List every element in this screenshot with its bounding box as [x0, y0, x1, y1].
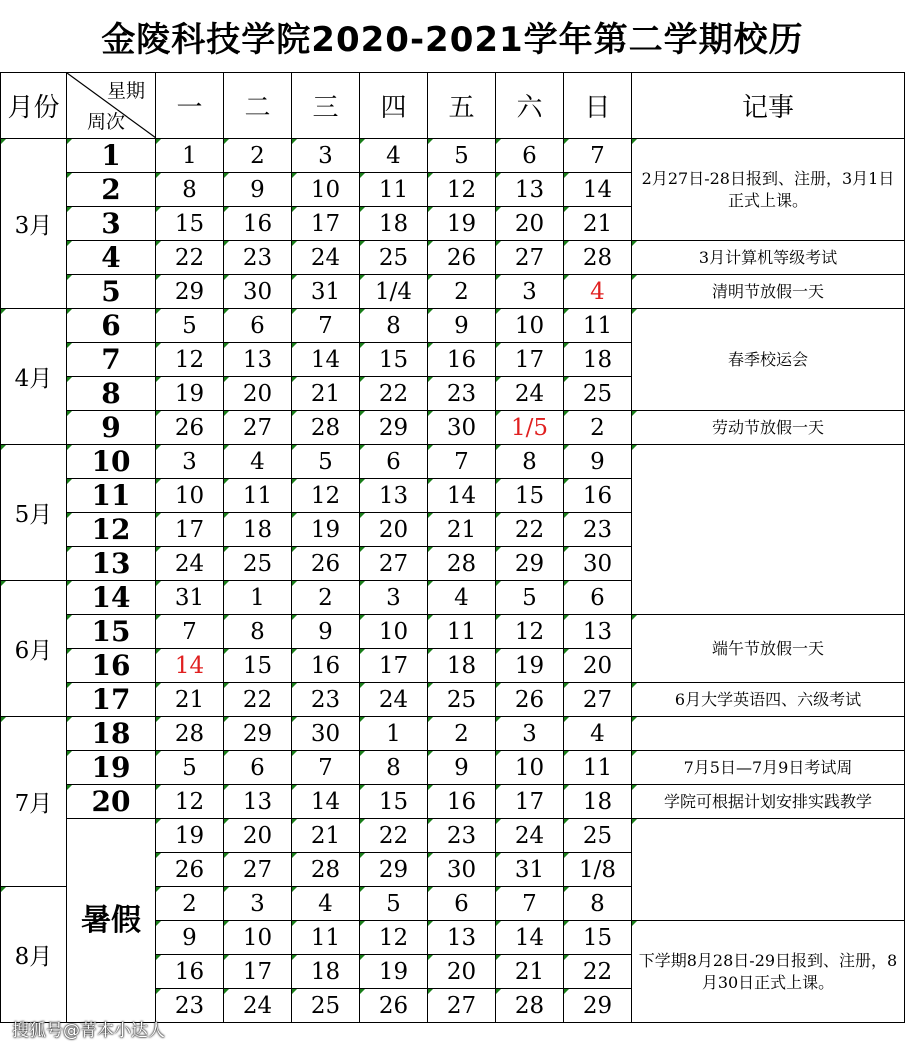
date-cell: 17 [292, 207, 360, 241]
week-number: 1 [67, 139, 156, 173]
week-number: 12 [67, 513, 156, 547]
date-cell: 6 [224, 751, 292, 785]
date-cell: 24 [156, 547, 224, 581]
date-cell: 27 [360, 547, 428, 581]
date-cell: 28 [428, 547, 496, 581]
date-cell: 31 [156, 581, 224, 615]
date-cell: 11 [292, 921, 360, 955]
date-cell: 7 [292, 309, 360, 343]
corner-week-label: 周次 [87, 111, 126, 133]
date-cell: 1 [360, 717, 428, 751]
date-cell: 28 [564, 241, 632, 275]
date-cell: 24 [224, 989, 292, 1023]
date-cell: 3 [496, 275, 564, 309]
week-row [1, 241, 905, 275]
week-row [1, 683, 905, 717]
date-cell: 18 [564, 785, 632, 819]
date-cell: 24 [360, 683, 428, 717]
week-row [1, 819, 905, 853]
date-cell: 15 [360, 343, 428, 377]
date-cell: 13 [564, 615, 632, 649]
week-row [1, 717, 905, 751]
date-cell: 1 [156, 139, 224, 173]
week-row [1, 615, 905, 649]
date-cell: 25 [292, 989, 360, 1023]
header-day: 日 [564, 73, 632, 139]
date-cell: 2 [292, 581, 360, 615]
date-cell: 2 [224, 139, 292, 173]
header-day: 三 [292, 73, 360, 139]
date-cell: 3 [360, 581, 428, 615]
date-cell: 9 [156, 921, 224, 955]
date-cell: 21 [156, 683, 224, 717]
month-cell: 6月 [1, 581, 67, 717]
watermark: 搜狐号@菁本小达人 [12, 1021, 165, 1041]
date-cell: 29 [360, 411, 428, 445]
date-cell: 14 [428, 479, 496, 513]
header-notes: 记事 [632, 73, 905, 139]
summer-vacation-label: 暑假 [67, 819, 156, 1023]
date-cell: 22 [564, 955, 632, 989]
header-day: 六 [496, 73, 564, 139]
date-cell: 29 [564, 989, 632, 1023]
date-cell: 23 [564, 513, 632, 547]
date-cell: 17 [360, 649, 428, 683]
date-cell: 13 [224, 343, 292, 377]
calendar-table [0, 72, 905, 1023]
date-cell: 11 [564, 309, 632, 343]
date-cell: 24 [292, 241, 360, 275]
date-cell: 28 [292, 411, 360, 445]
date-cell: 23 [428, 819, 496, 853]
date-cell: 3 [224, 887, 292, 921]
date-cell: 5 [428, 139, 496, 173]
date-cell: 26 [156, 853, 224, 887]
date-cell: 5 [156, 309, 224, 343]
date-cell: 15 [564, 921, 632, 955]
date-cell: 2 [156, 887, 224, 921]
date-cell: 20 [428, 955, 496, 989]
date-cell: 19 [360, 955, 428, 989]
week-row [1, 309, 905, 343]
note-cell: 6月大学英语四、六级考试 [632, 683, 905, 717]
date-cell: 13 [224, 785, 292, 819]
date-cell: 27 [224, 411, 292, 445]
date-cell: 12 [156, 785, 224, 819]
note-cell: 3月计算机等级考试 [632, 241, 905, 275]
date-cell: 18 [224, 513, 292, 547]
date-cell: 26 [360, 989, 428, 1023]
date-cell: 1/4 [360, 275, 428, 309]
date-cell: 22 [360, 377, 428, 411]
date-cell: 7 [292, 751, 360, 785]
week-number: 8 [67, 377, 156, 411]
date-cell: 21 [428, 513, 496, 547]
date-cell: 16 [428, 785, 496, 819]
date-cell: 8 [156, 173, 224, 207]
date-cell: 23 [224, 241, 292, 275]
week-row [1, 275, 905, 309]
week-number: 19 [67, 751, 156, 785]
date-cell: 25 [224, 547, 292, 581]
date-cell: 22 [496, 513, 564, 547]
date-cell: 27 [224, 853, 292, 887]
date-cell: 6 [224, 309, 292, 343]
note-cell: 清明节放假一天 [632, 275, 905, 309]
date-cell: 15 [156, 207, 224, 241]
date-cell: 8 [496, 445, 564, 479]
header-month: 月份 [1, 73, 67, 139]
date-cell: 11 [564, 751, 632, 785]
date-cell: 15 [496, 479, 564, 513]
date-cell: 15 [224, 649, 292, 683]
date-cell: 12 [360, 921, 428, 955]
date-cell: 23 [428, 377, 496, 411]
week-row [1, 751, 905, 785]
date-cell: 27 [496, 241, 564, 275]
date-cell: 29 [360, 853, 428, 887]
date-cell: 17 [496, 343, 564, 377]
week-number: 14 [67, 581, 156, 615]
date-cell: 18 [292, 955, 360, 989]
date-cell: 14 [564, 173, 632, 207]
date-cell: 27 [564, 683, 632, 717]
date-cell: 4 [360, 139, 428, 173]
date-cell: 17 [156, 513, 224, 547]
week-number: 5 [67, 275, 156, 309]
date-cell: 20 [224, 819, 292, 853]
date-cell: 14 [496, 921, 564, 955]
date-cell: 24 [496, 819, 564, 853]
date-cell: 11 [224, 479, 292, 513]
date-cell: 10 [224, 921, 292, 955]
header-day: 二 [224, 73, 292, 139]
date-cell: 21 [564, 207, 632, 241]
week-row [1, 785, 905, 819]
date-cell: 27 [428, 989, 496, 1023]
date-cell: 18 [360, 207, 428, 241]
note-cell: 2月27日-28日报到、注册，3月1日正式上课。 [632, 139, 905, 241]
date-cell: 7 [428, 445, 496, 479]
date-cell: 11 [360, 173, 428, 207]
month-cell: 5月 [1, 445, 67, 581]
date-cell: 8 [224, 615, 292, 649]
date-cell: 24 [496, 377, 564, 411]
note-cell: 学院可根据计划安排实践教学 [632, 785, 905, 819]
date-cell: 29 [496, 547, 564, 581]
date-cell: 1 [224, 581, 292, 615]
date-cell: 6 [360, 445, 428, 479]
date-cell: 28 [496, 989, 564, 1023]
note-cell: 7月5日—7月9日考试周 [632, 751, 905, 785]
date-cell: 5 [292, 445, 360, 479]
date-cell: 10 [360, 615, 428, 649]
week-number: 9 [67, 411, 156, 445]
date-cell: 17 [224, 955, 292, 989]
holiday-date-cell: 4 [564, 275, 632, 309]
week-number: 7 [67, 343, 156, 377]
week-number: 10 [67, 445, 156, 479]
date-cell: 22 [156, 241, 224, 275]
date-cell: 20 [360, 513, 428, 547]
date-cell: 25 [360, 241, 428, 275]
date-cell: 22 [360, 819, 428, 853]
month-cell: 7月 [1, 717, 67, 887]
date-cell: 28 [292, 853, 360, 887]
date-cell: 5 [156, 751, 224, 785]
date-cell: 20 [496, 207, 564, 241]
note-cell: 端午节放假一天 [632, 615, 905, 683]
date-cell: 30 [564, 547, 632, 581]
date-cell: 2 [428, 717, 496, 751]
page-title: 金陵科技学院2020-2021学年第二学期校历 [101, 19, 804, 60]
note-cell: 下学期8月28日-29日报到、注册，8月30日正式上课。 [632, 921, 905, 1023]
week-number: 11 [67, 479, 156, 513]
date-cell: 21 [496, 955, 564, 989]
date-cell: 11 [428, 615, 496, 649]
week-row [1, 139, 905, 173]
date-cell: 20 [564, 649, 632, 683]
header-day: 一 [156, 73, 224, 139]
header-row [1, 73, 905, 139]
header-day: 五 [428, 73, 496, 139]
date-cell: 26 [428, 241, 496, 275]
date-cell: 30 [428, 411, 496, 445]
date-cell: 10 [496, 309, 564, 343]
date-cell: 18 [564, 343, 632, 377]
date-cell: 17 [496, 785, 564, 819]
date-cell: 12 [156, 343, 224, 377]
date-cell: 16 [224, 207, 292, 241]
date-cell: 28 [156, 717, 224, 751]
date-cell: 15 [360, 785, 428, 819]
date-cell: 4 [292, 887, 360, 921]
date-cell: 23 [156, 989, 224, 1023]
date-cell: 9 [292, 615, 360, 649]
date-cell: 19 [292, 513, 360, 547]
date-cell: 9 [224, 173, 292, 207]
date-cell: 6 [564, 581, 632, 615]
date-cell: 12 [496, 615, 564, 649]
date-cell: 26 [496, 683, 564, 717]
date-cell: 8 [564, 887, 632, 921]
note-cell-empty [632, 819, 905, 921]
date-cell: 21 [292, 819, 360, 853]
note-cell: 春季校运会 [632, 309, 905, 411]
date-cell: 18 [428, 649, 496, 683]
month-cell: 4月 [1, 309, 67, 445]
date-cell: 25 [564, 819, 632, 853]
date-cell: 10 [156, 479, 224, 513]
date-cell: 8 [360, 309, 428, 343]
date-cell: 13 [496, 173, 564, 207]
date-cell: 14 [292, 785, 360, 819]
date-cell: 3 [292, 139, 360, 173]
date-cell: 8 [360, 751, 428, 785]
note-cell-empty [632, 717, 905, 751]
date-cell: 1/8 [564, 853, 632, 887]
date-cell: 4 [428, 581, 496, 615]
date-cell: 16 [292, 649, 360, 683]
date-cell: 19 [428, 207, 496, 241]
date-cell: 25 [428, 683, 496, 717]
date-cell: 2 [428, 275, 496, 309]
week-number: 3 [67, 207, 156, 241]
date-cell: 5 [360, 887, 428, 921]
date-cell: 9 [564, 445, 632, 479]
week-number: 13 [67, 547, 156, 581]
week-number: 15 [67, 615, 156, 649]
week-number: 16 [67, 649, 156, 683]
holiday-date-cell: 1/5 [496, 411, 564, 445]
week-number: 2 [67, 173, 156, 207]
date-cell: 22 [224, 683, 292, 717]
month-cell: 3月 [1, 139, 67, 309]
date-cell: 3 [156, 445, 224, 479]
note-cell-empty [632, 445, 905, 615]
date-cell: 26 [292, 547, 360, 581]
date-cell: 23 [292, 683, 360, 717]
date-cell: 3 [496, 717, 564, 751]
week-number: 20 [67, 785, 156, 819]
date-cell: 30 [224, 275, 292, 309]
date-cell: 13 [428, 921, 496, 955]
date-cell: 25 [564, 377, 632, 411]
date-cell: 19 [496, 649, 564, 683]
date-cell: 5 [496, 581, 564, 615]
date-cell: 20 [224, 377, 292, 411]
date-cell: 2 [564, 411, 632, 445]
date-cell: 26 [156, 411, 224, 445]
date-cell: 31 [292, 275, 360, 309]
date-cell: 30 [292, 717, 360, 751]
week-number: 18 [67, 717, 156, 751]
date-cell: 16 [156, 955, 224, 989]
date-cell: 9 [428, 751, 496, 785]
header-corner [67, 73, 156, 139]
corner-weekday-label: 星期 [106, 80, 145, 102]
month-cell: 8月 [1, 887, 67, 1023]
week-row [1, 445, 905, 479]
date-cell: 7 [496, 887, 564, 921]
holiday-date-cell: 14 [156, 649, 224, 683]
date-cell: 10 [292, 173, 360, 207]
date-cell: 19 [156, 819, 224, 853]
date-cell: 29 [224, 717, 292, 751]
week-number: 4 [67, 241, 156, 275]
date-cell: 9 [428, 309, 496, 343]
week-number: 6 [67, 309, 156, 343]
date-cell: 6 [428, 887, 496, 921]
date-cell: 16 [564, 479, 632, 513]
calendar-body [1, 139, 905, 1023]
note-cell: 劳动节放假一天 [632, 411, 905, 445]
date-cell: 12 [428, 173, 496, 207]
date-cell: 30 [428, 853, 496, 887]
date-cell: 12 [292, 479, 360, 513]
date-cell: 19 [156, 377, 224, 411]
date-cell: 31 [496, 853, 564, 887]
date-cell: 13 [360, 479, 428, 513]
date-cell: 4 [224, 445, 292, 479]
date-cell: 7 [156, 615, 224, 649]
week-number: 17 [67, 683, 156, 717]
date-cell: 16 [428, 343, 496, 377]
date-cell: 14 [292, 343, 360, 377]
date-cell: 10 [496, 751, 564, 785]
date-cell: 29 [156, 275, 224, 309]
date-cell: 6 [496, 139, 564, 173]
date-cell: 21 [292, 377, 360, 411]
header-day: 四 [360, 73, 428, 139]
date-cell: 4 [564, 717, 632, 751]
week-row [1, 411, 905, 445]
date-cell: 7 [564, 139, 632, 173]
